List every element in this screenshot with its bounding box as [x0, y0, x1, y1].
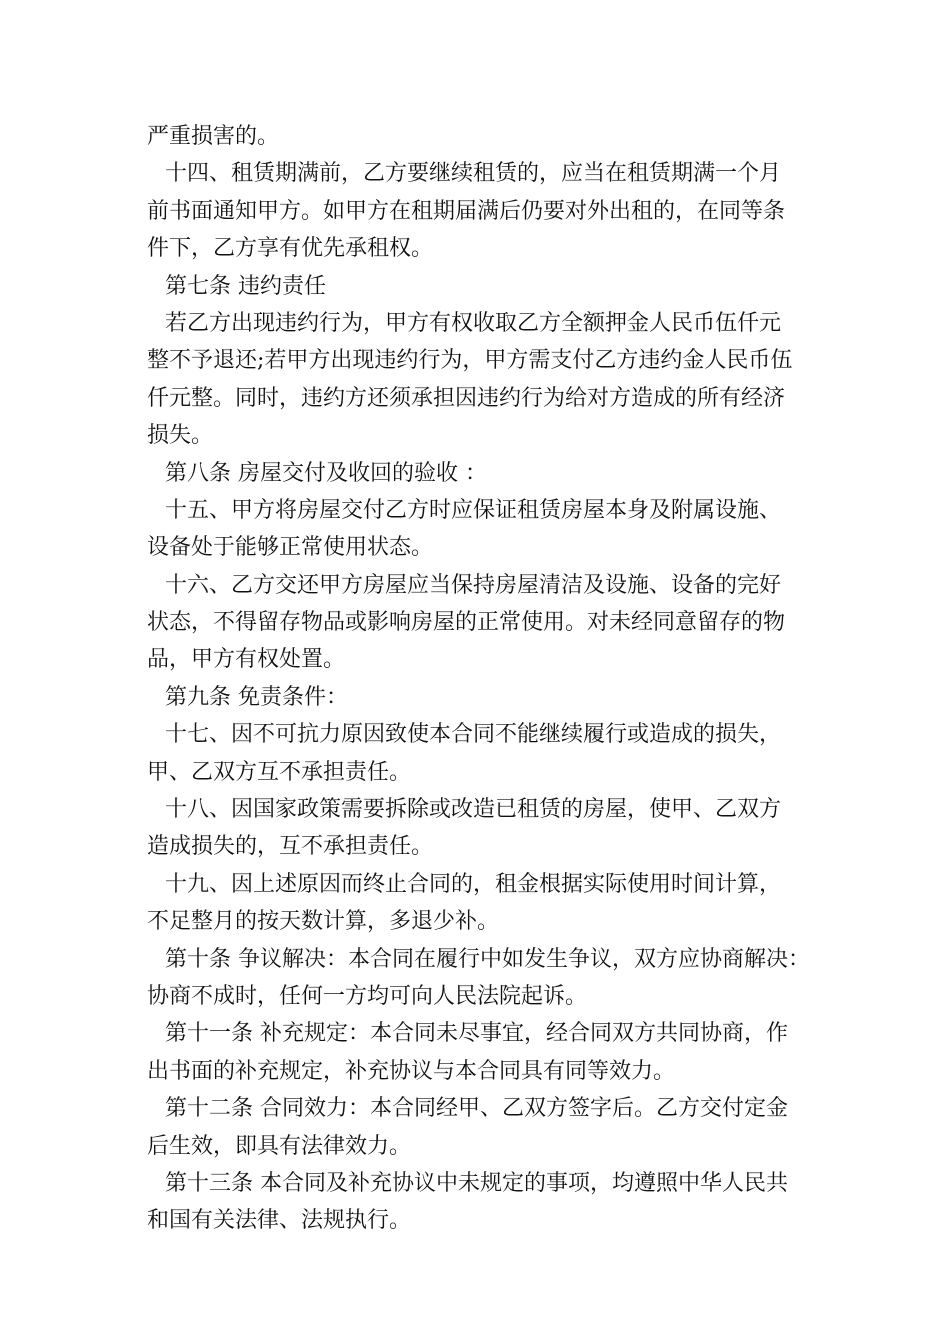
text-line: 整不予退还;若甲方出现违约行为，甲方需支付乙方违约金人民币伍	[147, 348, 793, 374]
text-line: 十六、乙方交还甲方房屋应当保持房屋清洁及设施、设备的完好	[165, 572, 782, 598]
text-line: 若乙方出现违约行为，甲方有权收取乙方全额押金人民币伍仟元	[165, 310, 782, 336]
text-line: 第十条 争议解决：本合同在履行中如发生争议，双方应协商解决：	[165, 946, 810, 972]
text-line: 设备处于能够正常使用状态。	[147, 535, 434, 561]
text-line: 十九、因上述原因而终止合同的，租金根据实际使用时间计算，	[165, 871, 782, 897]
text-line: 件下，乙方享有优先承租权。	[147, 236, 434, 262]
text-line: 第十二条 合同效力：本合同经甲、乙双方签字后。乙方交付定金	[165, 1096, 788, 1122]
text-line: 协商不成时，任何一方均可向人民法院起诉。	[147, 983, 588, 1009]
text-line: 出书面的补充规定，补充协议与本合同具有同等效力。	[147, 1058, 676, 1084]
text-line: 品，甲方有权处置。	[147, 647, 346, 673]
text-line: 甲、乙双方互不承担责任。	[147, 759, 412, 785]
text-line: 后生效，即具有法律效力。	[147, 1133, 412, 1159]
text-line: 十八、因国家政策需要拆除或改造已租赁的房屋，使甲、乙双方	[165, 797, 782, 823]
text-line: 第十一条 补充规定：本合同未尽事宜，经合同双方共同协商，作	[165, 1021, 788, 1047]
document-body	[147, 118, 827, 1240]
text-line: 第十三条 本合同及补充协议中未规定的事项，均遵照中华人民共	[165, 1170, 788, 1196]
text-line: 十七、因不可抗力原因致使本合同不能继续履行或造成的损失，	[165, 722, 782, 748]
section-heading: 第九条 免责条件：	[165, 684, 348, 710]
text-line: 前书面通知甲方。如甲方在租期届满后仍要对外出租的，在同等条	[147, 198, 786, 224]
text-line: 十四、租赁期满前，乙方要继续租赁的，应当在租赁期满一个月	[165, 161, 782, 187]
section-heading: 第七条 违约责任	[165, 273, 326, 299]
text-line: 损失。	[147, 423, 214, 449]
text-line: 仟元整。同时，违约方还须承担因违约行为给对方造成的所有经济	[147, 385, 786, 411]
text-line: 状态，不得留存物品或影响房屋的正常使用。对未经同意留存的物	[147, 610, 786, 636]
text-line: 不足整月的按天数计算，多退少补。	[147, 909, 500, 935]
text-line: 造成损失的，互不承担责任。	[147, 834, 434, 860]
text-line: 严重损害的。	[147, 124, 280, 149]
section-heading: 第八条 房屋交付及收回的验收 ：	[165, 460, 487, 486]
text-line: 十五、甲方将房屋交付乙方时应保证租赁房屋本身及附属设施、	[165, 497, 782, 523]
text-line: 和国有关法律、法规执行。	[147, 1208, 412, 1234]
